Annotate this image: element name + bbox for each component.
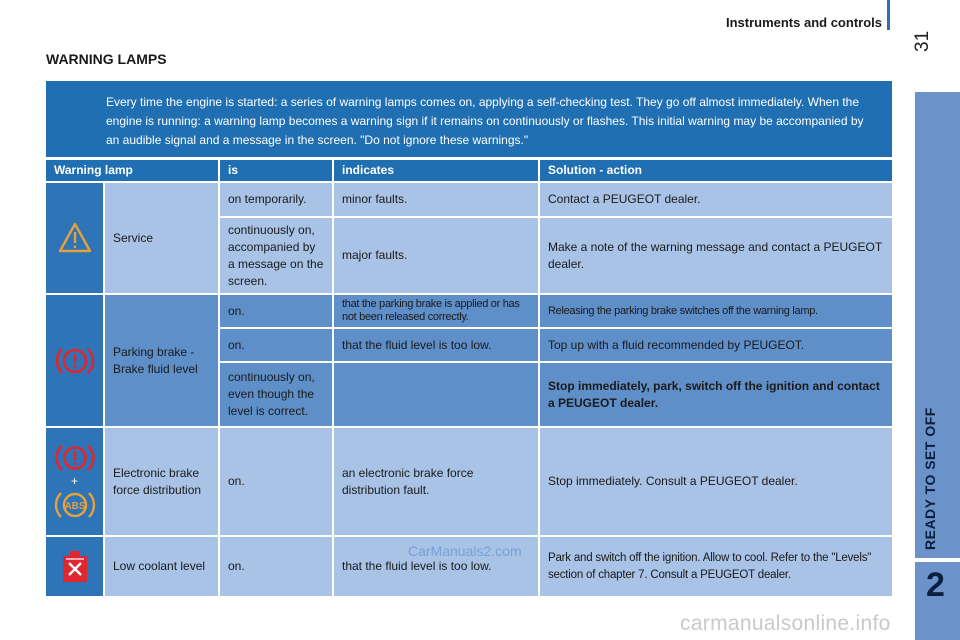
page-number: 31: [912, 30, 933, 52]
cell-indicates: minor faults.: [334, 183, 538, 216]
header-warning-lamp: Warning lamp: [46, 160, 218, 181]
cell-is: on temporarily.: [220, 183, 332, 216]
cell-action: Make a note of the warning message and contact a PEUGEOT dealer.: [540, 218, 892, 293]
service-lamp-name: Service: [105, 183, 218, 293]
sidebar-chapter-number: 2: [926, 566, 945, 604]
abs-icon-text: ABS: [63, 500, 86, 512]
plus-sign: +: [70, 473, 78, 488]
ebfd-icon-cell: [46, 428, 103, 535]
cell-action: Releasing the parking brake switches off the warning lamp.: [540, 295, 892, 327]
footer-watermark: carmanualsonline.info: [680, 612, 891, 635]
abs-icon: [53, 487, 97, 523]
coolant-icon-cell: [46, 537, 103, 596]
table-row: [46, 329, 892, 361]
cell-indicates: [334, 363, 538, 426]
header-indicates: indicates: [334, 160, 538, 181]
table-row: [46, 363, 892, 426]
cell-is: on.: [220, 537, 332, 596]
brake-circle-exclamation-icon: [55, 441, 95, 475]
cell-is: on.: [220, 295, 332, 327]
table-row: [46, 218, 892, 293]
intro-box: [46, 81, 892, 157]
cell-is: on.: [220, 428, 332, 535]
parking-lamp-name: Parking brake - Brake fluid level: [105, 295, 218, 426]
table-header-row: [46, 160, 892, 181]
cell-action: Stop immediately. Consult a PEUGEOT dealer.: [540, 428, 892, 535]
cell-action: Stop immediately, park, switch off the ignition and contact a PEUGEOT dealer.: [540, 363, 892, 426]
header-is: is: [220, 160, 332, 181]
coolant-level-icon: [60, 550, 90, 584]
cell-indicates: major faults.: [334, 218, 538, 293]
cell-action: Park and switch off the ignition. Allow to cool. Refer to the "Levels" section of chapter 7. Consult a PEUGEOT dealer.: [540, 537, 892, 596]
header-title: Instruments and controls: [725, 15, 882, 30]
watermark: CarManuals2.com: [408, 543, 522, 559]
table-row: [46, 295, 892, 327]
ebfd-group: [46, 428, 892, 535]
section-title: WARNING LAMPS: [46, 51, 167, 67]
cell-indicates: that the fluid level is too low.: [334, 537, 538, 596]
cell-action: Top up with a fluid recommended by PEUGEOT.: [540, 329, 892, 361]
sidebar-divider: [915, 558, 960, 562]
coolant-lamp-name: Low coolant level: [105, 537, 218, 596]
cell-indicates: that the parking brake is applied or has not been released correctly.: [334, 295, 538, 327]
intro-text: Every time the engine is started: a series of warning lamps comes on, applying a self-checking test. They go off almost immediately. When the engine is running: a warning lamp becomes a warning sign if it remains on continuously or flashes. This initial warning may be accompanied by an audible signal and a message in the screen. "Do not ignore these warnings.": [106, 95, 864, 147]
cell-indicates: that the fluid level is too low.: [334, 329, 538, 361]
table-row: [46, 183, 892, 216]
sidebar-section-label: READY TO SET OFF: [922, 407, 938, 550]
cell-is: continuously on, accompanied by a message on the screen.: [220, 218, 332, 293]
cell-indicates: an electronic brake force distribution fault.: [334, 428, 538, 535]
ebfd-lamp-name: Electronic brake force distribution: [105, 428, 218, 535]
cell-action: Contact a PEUGEOT dealer.: [540, 183, 892, 216]
cell-is: on.: [220, 329, 332, 361]
header-rule: [887, 0, 890, 30]
cell-is: continuously on, even though the level is correct.: [220, 363, 332, 426]
header-solution: Solution - action: [540, 160, 892, 181]
